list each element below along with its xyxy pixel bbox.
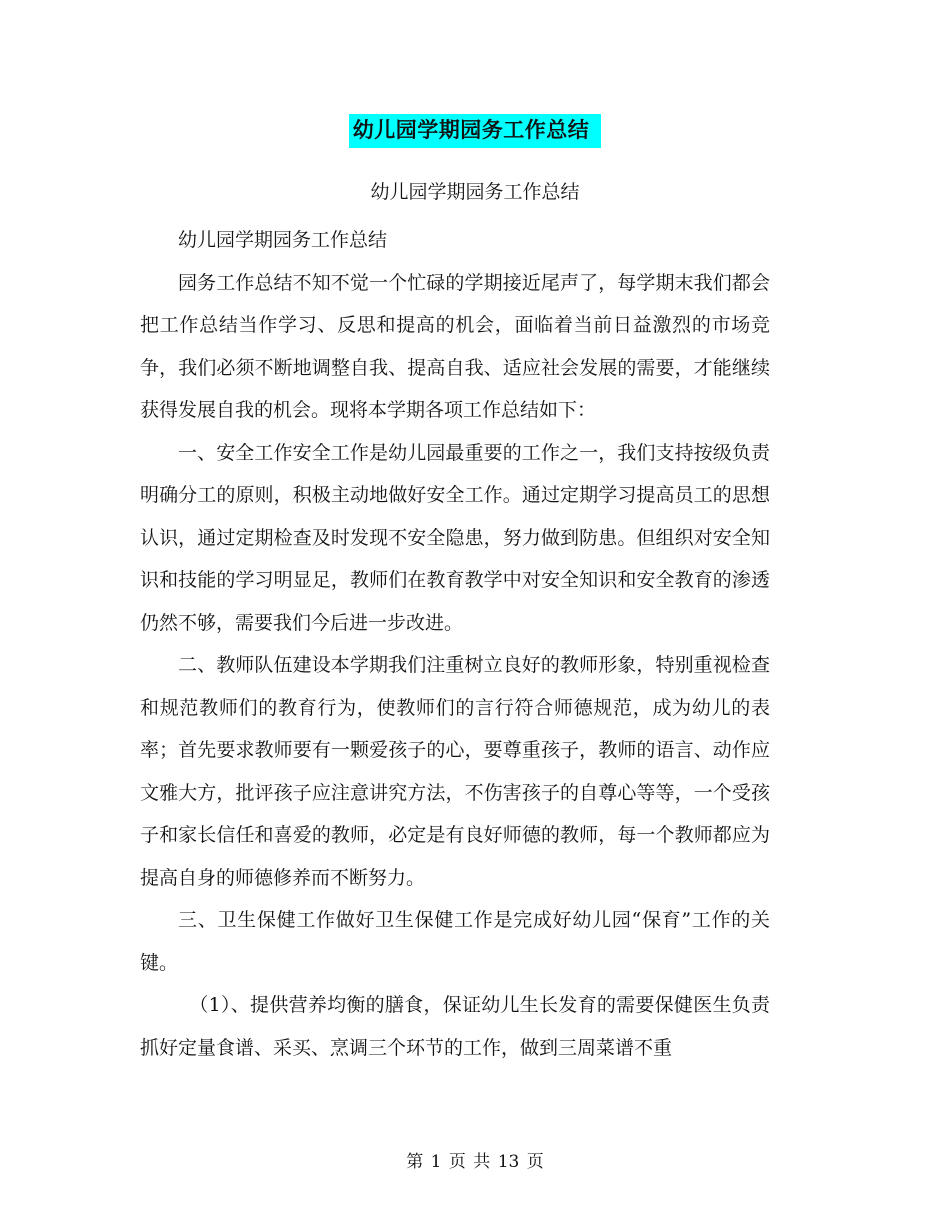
title-wrap (0, 114, 950, 148)
page-footer: 第 1 页 共 13 页 (406, 1152, 544, 1172)
document-title: 幼儿园学期园务工作总结 (349, 114, 602, 148)
paragraph-nutrition: （1）、提供营养均衡的膳食，保证幼儿生长发育的需要保健医生负责抓好定量食谱、采买、烹调三个环节的工作，做到三周菜谱不重 (140, 994, 770, 1059)
paragraph-teachers: 二、教师队伍建设本学期我们注重树立良好的教师形象，特别重视检查和规范教师们的教育行为，使教师们的言行符合师德规范，成为幼儿的表率；首先要求教师要有一颗爱孩子的心，要尊重孩子，教师的语言、动作应文雅大方，批评孩子应注意讲究方法，不伤害孩子的自尊心等等，一个受孩子和家长信任和喜爱的教师，必定是有良好师德的教师，每一个教师都应为提高自身的师德修养而不断努力。 (140, 654, 770, 889)
document-body (140, 219, 770, 1069)
paragraph-safety: 一、安全工作安全工作是幼儿园最重要的工作之一，我们支持按级负责明确分工的原则，积极主动地做好安全工作。通过定期学习提高员工的思想认识，通过定期检查及时发现不安全隐患，努力做到防患。但组织对安全知识和技能的学习明显足，教师们在教育教学中对安全知识和安全教育的渗透仍然不够，需要我们今后进一步改进。 (140, 441, 770, 634)
paragraph-intro: 园务工作总结不知不觉一个忙碌的学期接近尾声了，每学期末我们都会把工作总结当作学习、反思和提高的机会，面临着当前日益激烈的市场竞争，我们必须不断地调整自我、提高自我、适应社会发展的需要，才能继续获得发展自我的机会。现将本学期各项工作总结如下： (140, 271, 770, 421)
document-subtitle: 幼儿园学期园务工作总结 (370, 181, 580, 203)
paragraph-heading: 幼儿园学期园务工作总结 (178, 229, 388, 251)
paragraph-health: 三、卫生保健工作做好卫生保健工作是完成好幼儿园“保育”工作的关键。 (140, 909, 770, 974)
